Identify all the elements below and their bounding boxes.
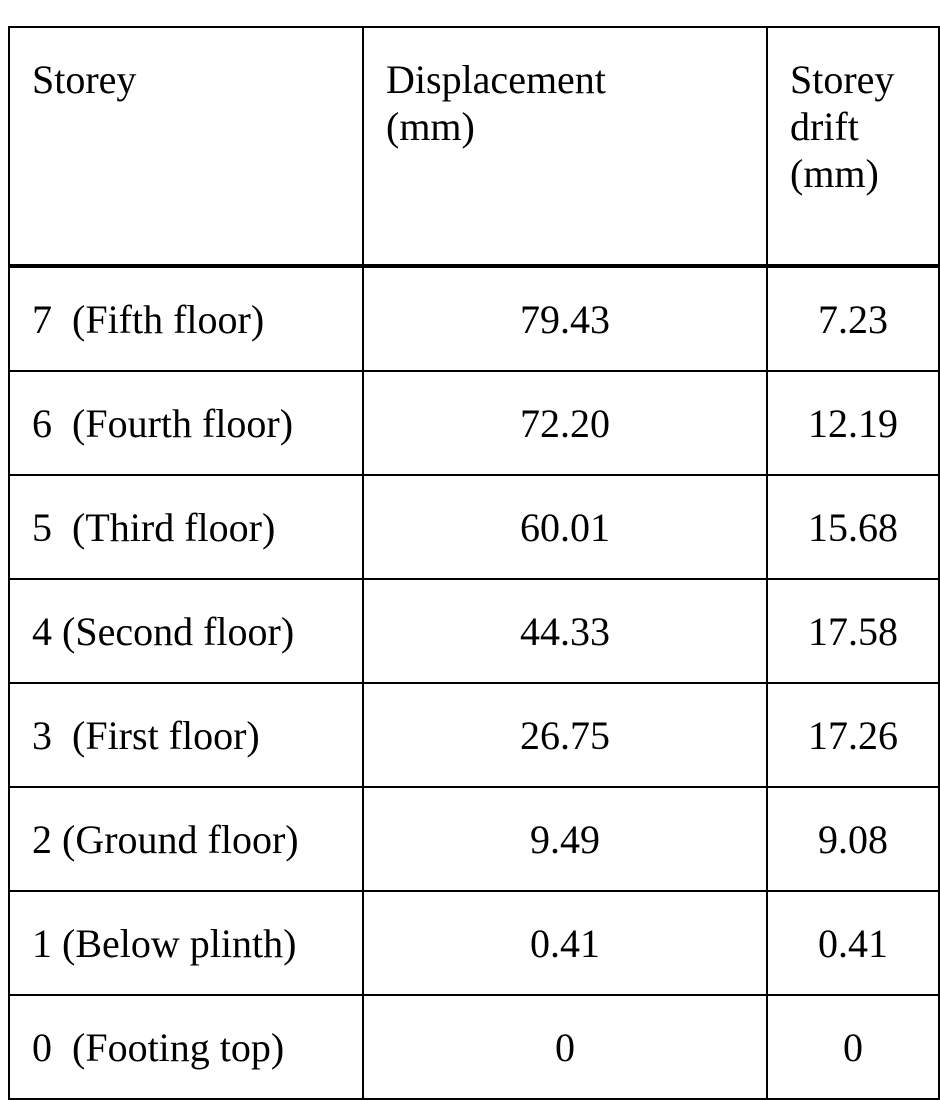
drift-cell: 17.58 xyxy=(767,579,939,683)
displacement-cell: 0 xyxy=(363,995,767,1099)
table-row xyxy=(9,266,939,371)
drift-cell: 17.26 xyxy=(767,683,939,787)
storey-cell: 0 (Footing top) xyxy=(9,995,363,1099)
displacement-cell: 72.20 xyxy=(363,371,767,475)
table-row xyxy=(9,891,939,995)
header-storey-drift xyxy=(767,27,939,266)
header-drift-line1: Storey xyxy=(790,57,895,102)
drift-cell: 12.19 xyxy=(767,371,939,475)
header-displacement xyxy=(363,27,767,266)
table-row xyxy=(9,579,939,683)
storey-drift-table xyxy=(8,26,940,1100)
displacement-cell: 60.01 xyxy=(363,475,767,579)
drift-cell: 9.08 xyxy=(767,787,939,891)
storey-cell: 7 (Fifth floor) xyxy=(9,266,363,371)
displacement-cell: 9.49 xyxy=(363,787,767,891)
table-row xyxy=(9,371,939,475)
table-row xyxy=(9,995,939,1099)
table-row xyxy=(9,475,939,579)
header-storey-label: Storey xyxy=(32,57,137,102)
header-displacement-line2: (mm) xyxy=(386,104,475,149)
table-row xyxy=(9,787,939,891)
header-displacement-line1: Displacement xyxy=(386,57,606,102)
displacement-cell: 26.75 xyxy=(363,683,767,787)
header-drift-line3: (mm) xyxy=(790,151,879,196)
storey-cell: 5 (Third floor) xyxy=(9,475,363,579)
table-header-row xyxy=(9,27,939,266)
storey-cell: 6 (Fourth floor) xyxy=(9,371,363,475)
drift-cell: 0.41 xyxy=(767,891,939,995)
storey-cell: 3 (First floor) xyxy=(9,683,363,787)
storey-cell: 4 (Second floor) xyxy=(9,579,363,683)
storey-cell: 2 (Ground floor) xyxy=(9,787,363,891)
drift-cell: 15.68 xyxy=(767,475,939,579)
drift-cell: 0 xyxy=(767,995,939,1099)
displacement-cell: 0.41 xyxy=(363,891,767,995)
header-drift-line2: drift xyxy=(790,104,859,149)
displacement-cell: 44.33 xyxy=(363,579,767,683)
storey-cell: 1 (Below plinth) xyxy=(9,891,363,995)
header-storey xyxy=(9,27,363,266)
table-row xyxy=(9,683,939,787)
displacement-cell: 79.43 xyxy=(363,266,767,371)
drift-cell: 7.23 xyxy=(767,266,939,371)
